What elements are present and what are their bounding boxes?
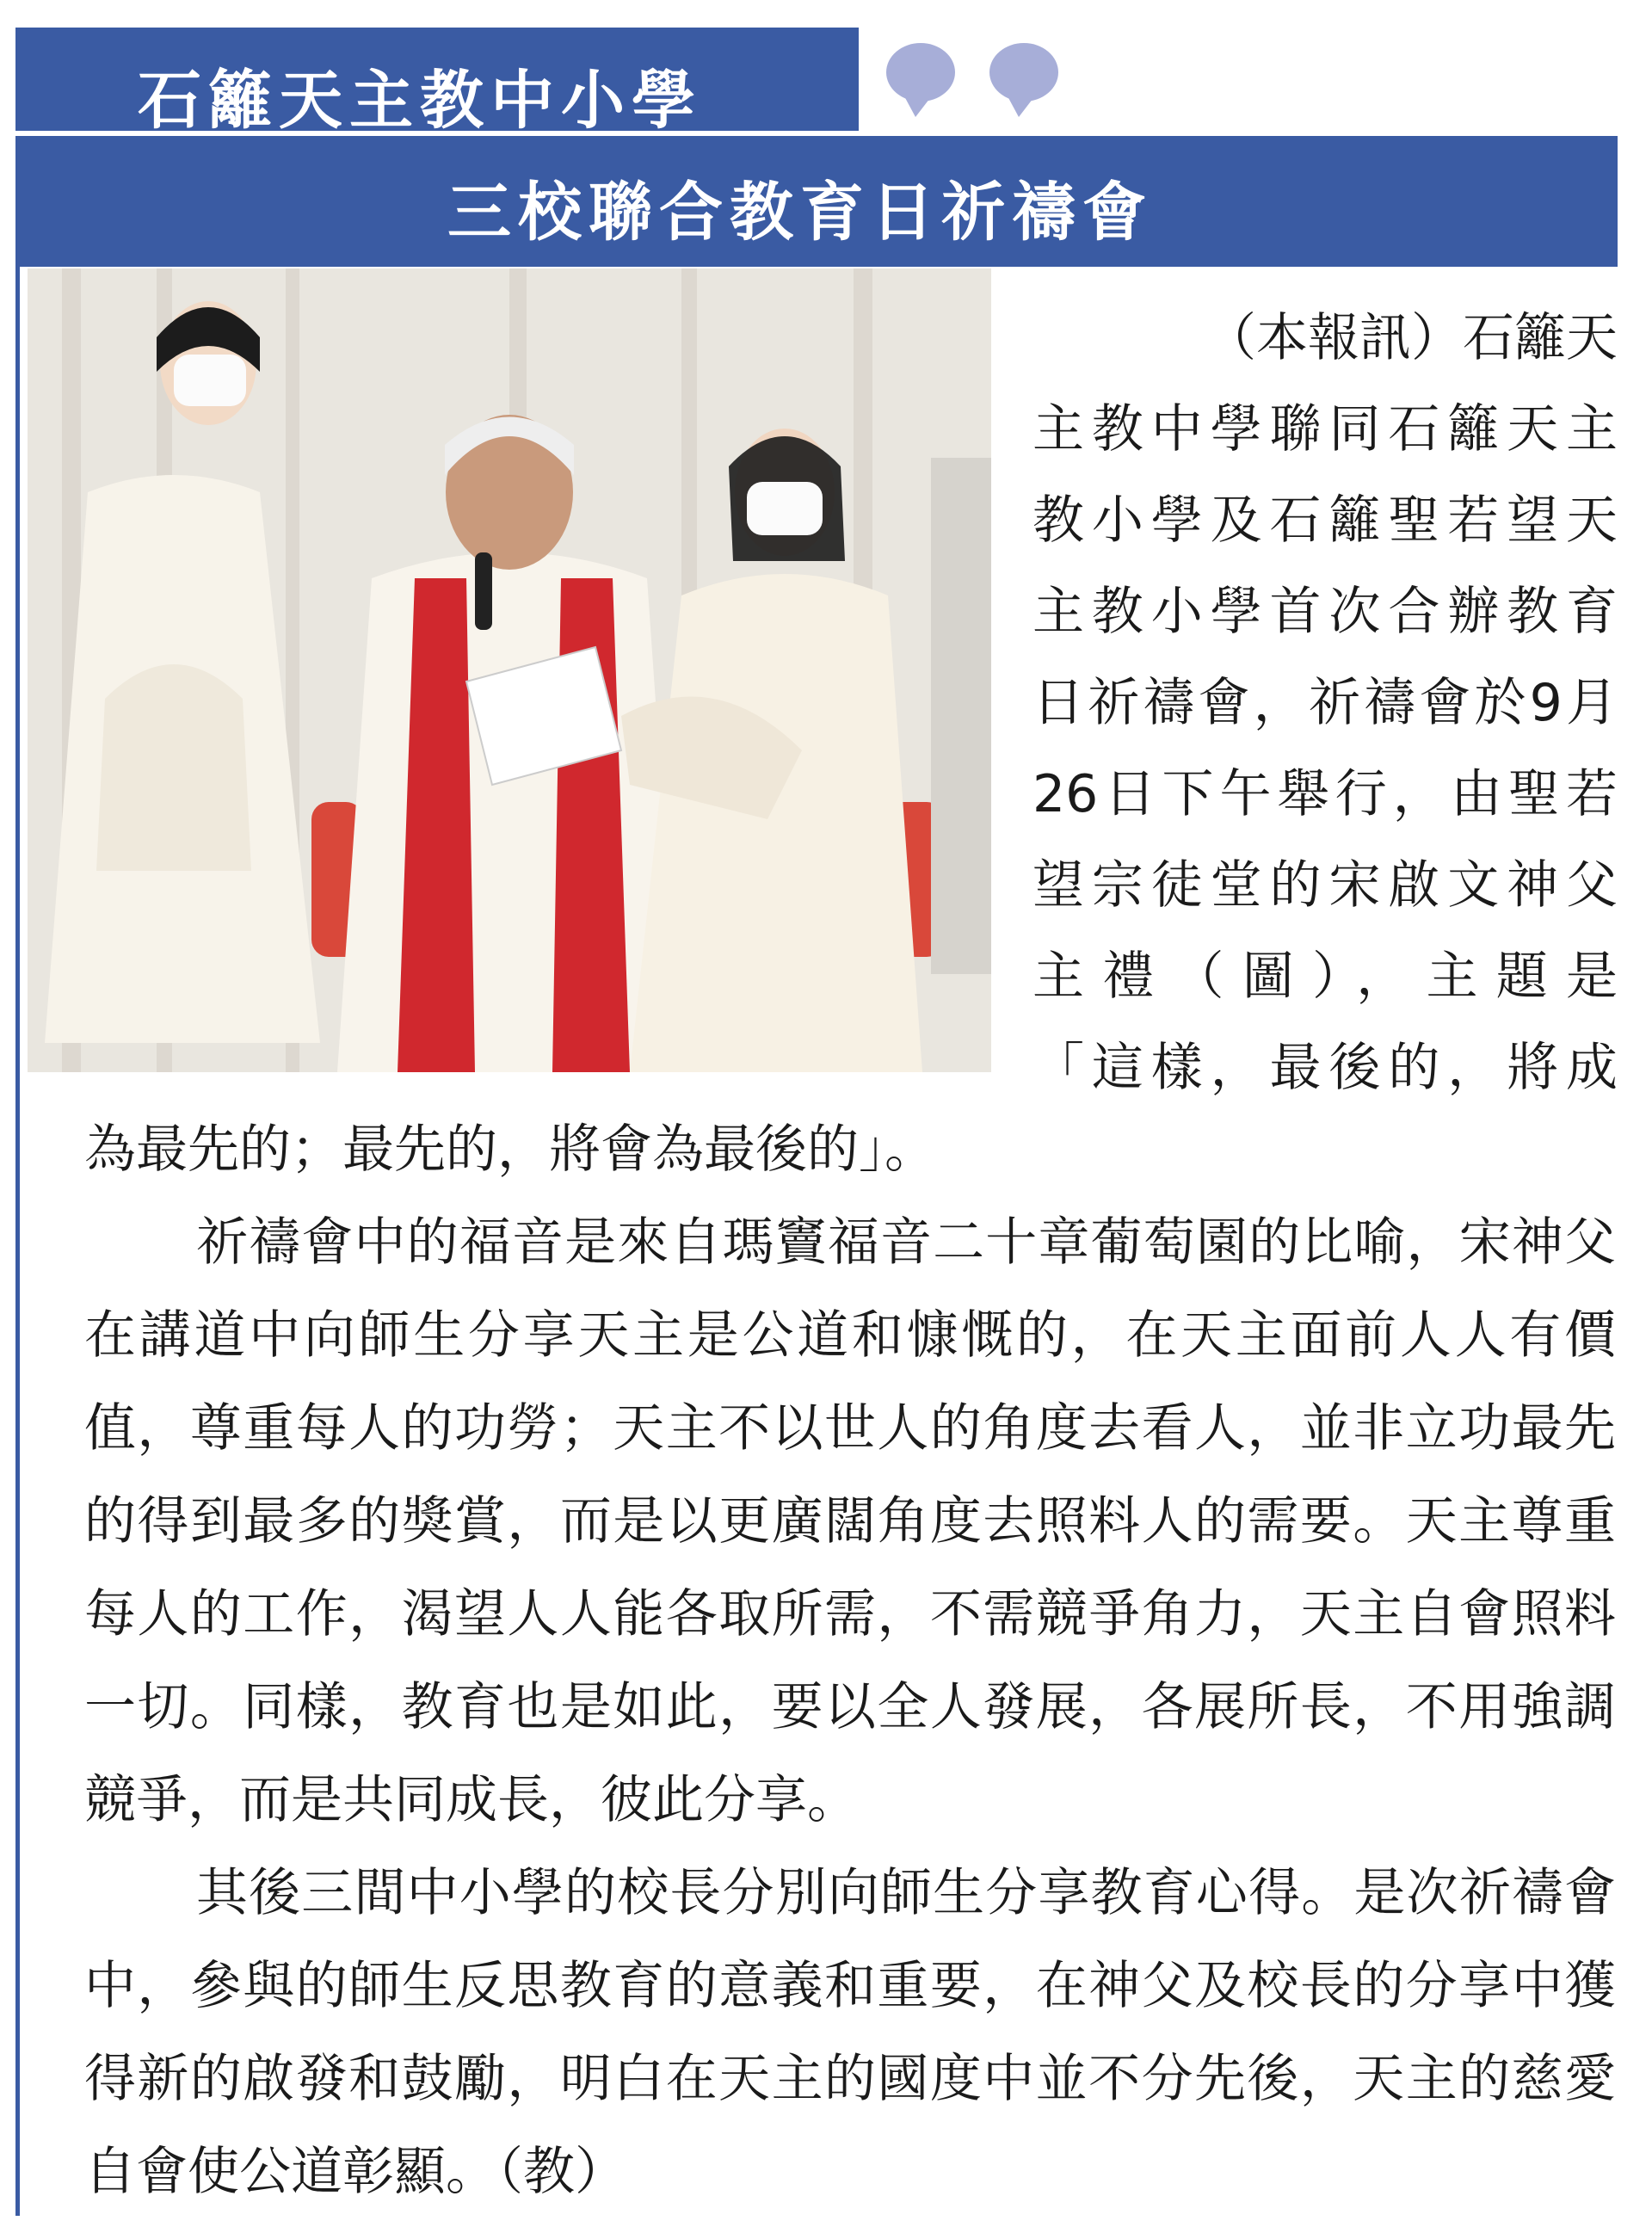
article-line: （本報訊）石籬天	[1205, 308, 1618, 368]
article-line: 26日下午舉行，由聖若	[1032, 764, 1618, 824]
article-line: 主教中學聯同石籬天主	[1032, 399, 1618, 460]
article-line: 教小學及石籬聖若望天	[1032, 490, 1618, 551]
speech-bubble-icon	[989, 43, 1058, 102]
article-line: 主禮（圖），主題是	[1032, 947, 1618, 1007]
article-photo	[28, 268, 991, 1072]
speech-bubble-icon	[886, 43, 955, 102]
article-line: 「這樣，最後的，將成	[1032, 1038, 1618, 1098]
article-line: 主教小學首次合辦教育	[1032, 582, 1618, 642]
article-line: 望宗徒堂的宋啟文神父	[1032, 855, 1618, 916]
article-body	[84, 1103, 1616, 2218]
headline-line-1: 石籬天主教中小學	[138, 64, 702, 138]
article-paragraph-2: 祈禱會中的福音是來自瑪竇福音二十章葡萄園的比喻，宋神父在講道中向師生分享天主是公道和慷慨的，在天主面前人人有價值，尊重每人的功勞；天主不以世人的角度去看人，並非立功最先的得到最多的獎賞，而是以更廣闊角度去照料人的需要。天主尊重每人的工作，渴望人人能各取所需，不需競爭角力，天主自會照料一切。同樣，教育也是如此，要以全人發展，各展所長，不用強調競爭，而是共同成長，彼此分享。	[84, 1212, 1616, 1830]
photo-illustration	[28, 268, 991, 1072]
article-paragraph-3: 其後三間中小學的校長分別向師生分享教育心得。是次祈禱會中，參與的師生反思教育的意義和重要，在神父及校長的分享中獲得新的啟發和鼓勵，明白在天主的國度中並不分先後，天主的慈愛自會使公道彰顯。（教）	[84, 1863, 1616, 2202]
left-accent-rule	[15, 258, 20, 2216]
article-line: 日祈禱會，祈禱會於9月	[1032, 673, 1618, 733]
article-paragraph-1-tail: 為最先的；最先的，將會為最後的」。	[84, 1120, 936, 1180]
headline-line-2: 三校聯合教育日祈禱會	[447, 176, 1153, 250]
article-side-column	[1032, 293, 1618, 1113]
